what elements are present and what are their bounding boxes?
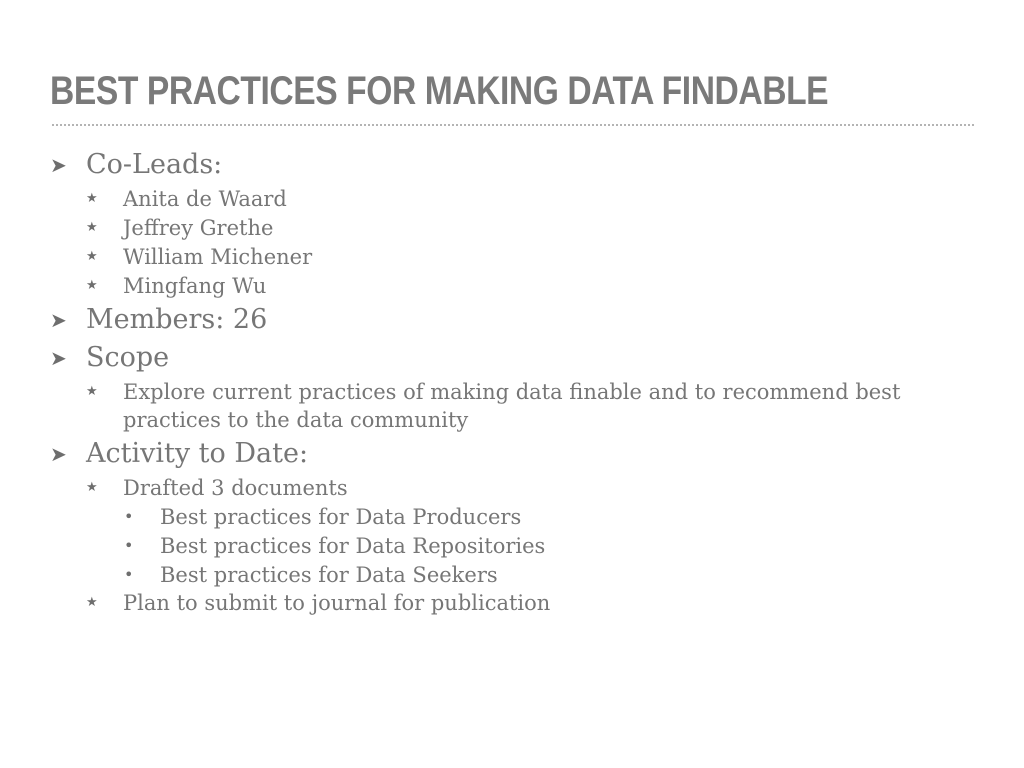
- sub-bullet-text: Explore current practices of making data finable and to recommend best practices to the data community: [123, 380, 901, 432]
- star-bullet-icon: ★: [86, 220, 98, 235]
- arrow-bullet-icon: ➤: [50, 153, 67, 177]
- slide-title: BEST PRACTICES FOR MAKING DATA FINDABLE: [50, 69, 829, 113]
- star-bullet-icon: ★: [86, 191, 98, 206]
- sub-bullet-text: Anita de Waard: [123, 187, 287, 211]
- star-bullet-icon: ★: [86, 595, 98, 610]
- bullet-text: Scope: [86, 342, 170, 373]
- dot-bullet-icon: •: [124, 507, 134, 526]
- star-bullet-icon: ★: [86, 278, 98, 293]
- sub-bullet-text: William Michener: [123, 245, 313, 269]
- star-bullet-icon: ★: [86, 384, 98, 399]
- arrow-bullet-icon: ➤: [50, 346, 67, 370]
- sub-bullet-text: Jeffrey Grethe: [123, 216, 274, 240]
- dot-bullet-icon: •: [124, 536, 134, 555]
- star-bullet-icon: ★: [86, 480, 98, 495]
- sub-sub-bullet-text: Best practices for Data Repositories: [160, 534, 546, 558]
- sub-bullet-text: Drafted 3 documents: [123, 476, 348, 500]
- sub-sub-bullet-text: Best practices for Data Seekers: [160, 563, 498, 587]
- dot-bullet-icon: •: [124, 565, 134, 584]
- bullet-text: Members: 26: [86, 304, 268, 335]
- sub-bullet-text: Plan to submit to journal for publication: [123, 591, 551, 615]
- arrow-bullet-icon: ➤: [50, 308, 67, 332]
- arrow-bullet-icon: ➤: [50, 442, 67, 466]
- star-bullet-icon: ★: [86, 249, 98, 264]
- bullet-text: Co-Leads:: [86, 149, 223, 180]
- sub-sub-bullet-text: Best practices for Data Producers: [160, 505, 522, 529]
- bullet-text: Activity to Date:: [86, 438, 309, 469]
- sub-bullet-text: Mingfang Wu: [123, 274, 267, 298]
